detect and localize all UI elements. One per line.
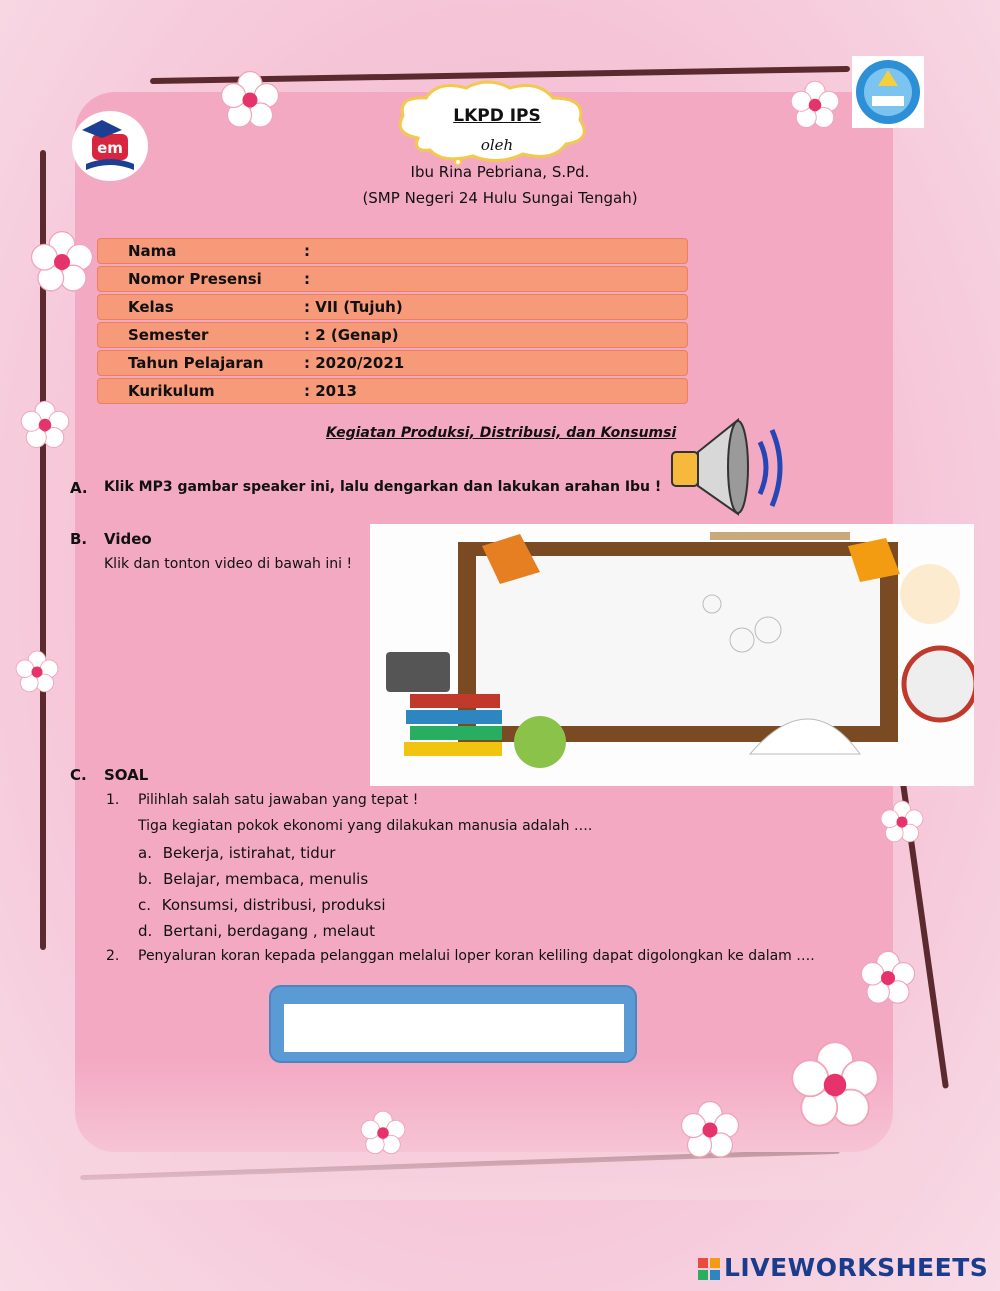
info-value: : 2013	[304, 382, 357, 400]
info-row-kurikulum	[97, 378, 688, 404]
option-text: Bekerja, istirahat, tidur	[162, 844, 336, 862]
question-1-text: Tiga kegiatan pokok ekonomi yang dilakukan manusia adalah ….	[138, 818, 593, 834]
option-text: Konsumsi, distribusi, produksi	[161, 896, 386, 914]
option-b[interactable]	[138, 870, 368, 888]
question-1-prompt: Pilihlah salah satu jawaban yang tepat !	[138, 792, 419, 808]
svg-text:em: em	[97, 139, 123, 157]
info-value: : 2 (Genap)	[304, 326, 399, 344]
video-player[interactable]	[370, 524, 974, 786]
info-label: Kurikulum	[128, 382, 215, 400]
info-row-presensi	[97, 266, 688, 292]
info-label: Kelas	[128, 298, 174, 316]
answer-input[interactable]	[284, 1004, 624, 1052]
option-letter: d.	[138, 922, 153, 940]
info-value: : 2020/2021	[304, 354, 405, 372]
info-label: Tahun Pelajaran	[128, 354, 264, 372]
student-info-table	[97, 238, 688, 406]
section-b-title: Video	[104, 530, 152, 548]
option-letter: a.	[138, 844, 152, 862]
info-row-tahun	[97, 350, 688, 376]
info-row-nama	[97, 238, 688, 264]
section-b-text: Klik dan tonton video di bawah ini !	[104, 556, 353, 572]
blossom-icon	[220, 70, 280, 130]
blossom-icon	[680, 1100, 740, 1160]
blossom-icon	[790, 1040, 880, 1130]
section-b-letter: B.	[70, 530, 88, 548]
option-text: Belajar, membaca, menulis	[163, 870, 369, 888]
school-name: (SMP Negeri 24 Hulu Sungai Tengah)	[362, 189, 638, 207]
info-value: :	[304, 270, 310, 288]
option-d[interactable]	[138, 922, 375, 940]
option-c[interactable]	[138, 896, 386, 914]
lesson-topic: Kegiatan Produksi, Distribusi, dan Konsumsi	[326, 425, 677, 441]
blossom-icon	[15, 650, 59, 694]
info-value: : VII (Tujuh)	[304, 298, 403, 316]
blossom-icon	[30, 230, 94, 294]
section-c-letter: C.	[70, 766, 87, 784]
section-a-letter: A.	[70, 479, 88, 497]
option-a[interactable]	[138, 844, 335, 862]
info-label: Nama	[128, 242, 177, 260]
blossom-icon	[20, 400, 70, 450]
liveworksheets-logo-icon	[698, 1258, 720, 1280]
blossom-icon	[880, 800, 924, 844]
info-label: Semester	[128, 326, 209, 344]
worksheet-title: LKPD IPS	[453, 106, 541, 126]
blossom-icon	[860, 950, 916, 1006]
blossom-icon	[360, 1110, 406, 1156]
tut-wuri-handayani-icon	[852, 56, 924, 128]
option-letter: c.	[138, 896, 152, 914]
section-a-text: Klik MP3 gambar speaker ini, lalu dengarkan dan lakukan arahan Ibu !	[104, 479, 662, 495]
blossom-icon	[790, 80, 840, 130]
option-letter: b.	[138, 870, 153, 888]
worksheet-by: oleh	[480, 136, 514, 154]
blackboard-illustration	[370, 524, 974, 786]
info-label: Nomor Presensi	[128, 270, 262, 288]
option-text: Bertani, berdagang , melaut	[163, 922, 376, 940]
info-row-kelas	[97, 294, 688, 320]
speaker-icon[interactable]	[668, 412, 790, 520]
question-2-number: 2.	[106, 948, 120, 964]
liveworksheets-brand: LIVEWORKSHEETS	[724, 1253, 989, 1282]
question-2-text: Penyaluran koran kepada pelanggan melalui loper koran keliling dapat digolongkan ke dalam ….	[138, 948, 815, 964]
question-1-number: 1.	[106, 792, 120, 808]
info-value: :	[304, 242, 310, 260]
section-c-title: SOAL	[104, 766, 149, 784]
author-name: Ibu Rina Pebriana, S.Pd.	[410, 163, 590, 181]
info-row-semester	[97, 322, 688, 348]
